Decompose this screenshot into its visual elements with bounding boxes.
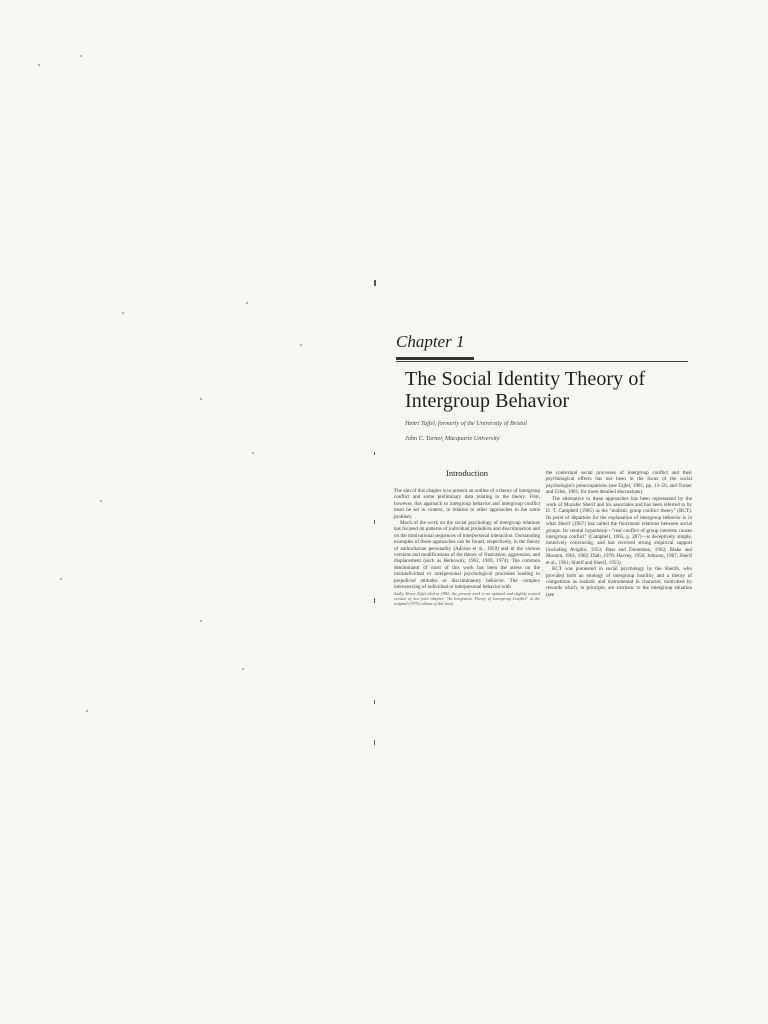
body-paragraph: The aim of this chapter is to present an outline of a theory of intergroup conflict and some preliminary data relating to the theory. First, however, this approach to intergroup behavior and intergroup conflict must be set in context, in relation to other approaches to the same problem. xyxy=(394,488,540,520)
author-line: John C. Turner, Macquarie University xyxy=(405,435,500,442)
chapter-title xyxy=(405,368,690,412)
chapter-title-line: The Social Identity Theory of xyxy=(405,368,646,390)
text-column-right xyxy=(546,470,692,598)
author-list xyxy=(405,416,690,446)
chapter-rule xyxy=(396,361,688,362)
scan-speck xyxy=(38,64,40,66)
chapter-rule-accent xyxy=(396,357,474,360)
scan-speck xyxy=(200,398,202,400)
scan-margin-mark xyxy=(374,740,375,745)
scan-speck xyxy=(242,668,244,670)
scan-speck xyxy=(122,312,124,314)
body-paragraph: The alternative to these approaches has been represented by the work of Muzafer Sherif and his associates and has been referred to by D. T. Campbell (1965) as the "realistic group conflict theory" (RCT). Its point of departure for the explanation of intergroup behavior is in what Sherif (1967) has called the functional relations between social groups. Its central hypothesis—"real conflict of group interests causes intergroup conflict" (Campbell, 1965, p. 287)—is deceptively simple, intuitively convincing, and has received strong empirical support (including Avigdor, 1953; Bass and Dunteman, 1963; Blake and Mouton, 1961, 1962; Diab, 1970; Harvey, 1956; Johnson, 1967; Sherif et al., 1961; Sherif and Sherif, 1953). xyxy=(546,495,692,566)
body-paragraph: Much of the work on the social psychology of intergroup relations has focused on patterns of individual prejudices and discrimination and on the motivational sequences of interpersonal interaction. Outstanding examples of these approaches can be found, respectively, in the theory of authoritarian personality (Adorno et al., 1950) and in the various versions and modifications of the theory of frustration, aggression, and displacement (such as Berkowitz, 1962, 1969, 1974). The common denominator of most of this work has been the stress on the intraindividual or interpersonal psychological processes leading to prejudiced attitudes or discriminatory behavior. The complex interweaving of individual or interpersonal behavior with xyxy=(394,520,540,591)
scan-speck xyxy=(200,620,202,622)
footnote: Sadly, Henri Tajfel died in 1982; the present work is an updated and slightly revised version of our joint chapter, "An Integrative Theory of Intergroup Conflict" in the original (1979) edition of this book. xyxy=(394,590,540,606)
scan-speck xyxy=(60,578,62,580)
scan-speck xyxy=(80,55,82,57)
scan-speck xyxy=(100,500,102,502)
body-paragraph: the contextual social processes of intergroup conflict and their psychological effects has not been in the focus of the social psychologist's preoccupations (see Tajfel, 1981, pp. 13–56, and Turner and Giles, 1981, for more detailed discussions). xyxy=(546,470,692,496)
section-heading: Introduction xyxy=(445,468,489,478)
scan-speck xyxy=(86,710,88,712)
chapter-title-line: Intergroup Behavior xyxy=(405,390,570,412)
scan-speck xyxy=(246,302,248,304)
body-paragraph: RCT was pioneered in social psychology by the Sherifs, who provided both an etiology of intergroup hostility and a theory of competition as realistic and instrumental in character, motivated by rewards which, in principle, are extrinsic to the intergroup situation (see xyxy=(546,566,692,598)
chapter-label: Chapter 1 xyxy=(396,332,465,351)
scan-margin-mark xyxy=(374,520,375,524)
scan-margin-mark xyxy=(374,598,375,603)
scan-margin-mark xyxy=(374,280,376,286)
author-line: Henri Tajfel, formerly of the University of Bristol xyxy=(405,420,527,427)
scan-margin-mark xyxy=(374,700,375,704)
scan-margin-mark xyxy=(374,452,375,455)
text-column-left xyxy=(394,468,540,606)
scan-speck xyxy=(300,344,302,346)
book-page xyxy=(384,270,694,750)
scan-speck xyxy=(252,452,254,454)
